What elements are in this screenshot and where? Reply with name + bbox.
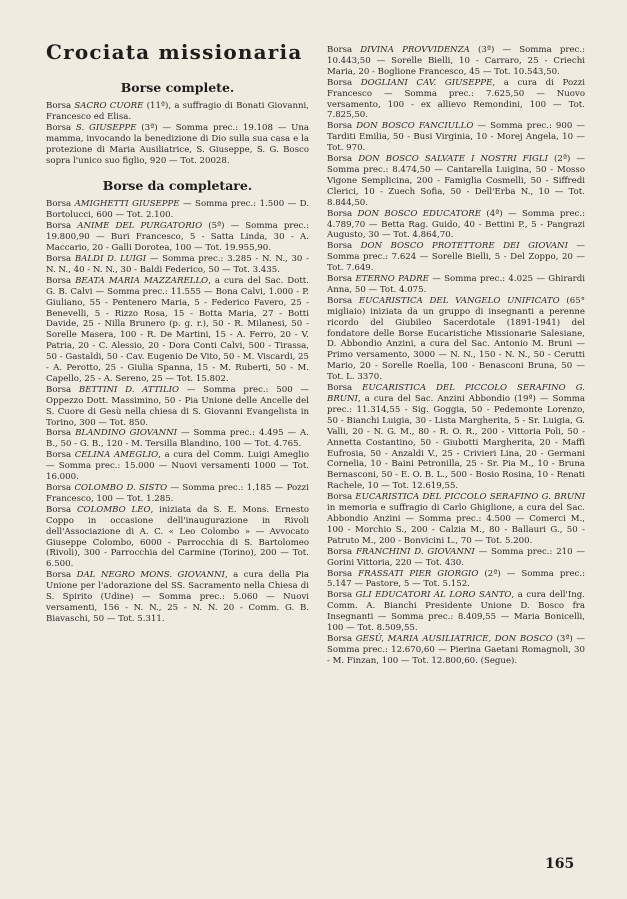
entry-body: , a cura dell'Ing. Comm. A. Bianchi Presidente Unione D. Bosco fra Insegnanti — Somma prec.: 8.409,55 — Maria Bonicelli, 100 — Tot. 8.509,55.	[327, 590, 585, 634]
entry-paragraph	[327, 121, 585, 154]
entry-prefix: Borsa	[327, 208, 358, 219]
left-column	[46, 40, 309, 625]
entry-name: EUCARISTICA DEL VANGELO UNIFICATO	[358, 295, 560, 306]
entry-paragraph	[327, 45, 585, 78]
entry-name: DON BOSCO SALVATE I NOSTRI FIGLI	[358, 154, 548, 165]
entry-body: — Somma prec.: 7.624 — Sorelle Bielli, 5 - Del Zoppo, 20 — Tot. 7.649.	[327, 241, 585, 274]
entry-prefix: Borsa	[327, 546, 356, 557]
entry-body: (2ª) — Somma prec.: 8.474,50 — Cantarella Luigina, 50 - Mosso Vigone Semplicina, 200 - Famiglia Cosmelli, 50 - Siffredi Clerici, 10 - Zuech Sofia, 50 - Dell'Erba N., 10 — Tot. 8.844,50.	[327, 154, 585, 208]
entry-prefix: Borsa	[46, 101, 75, 111]
entry-body: — Somma prec.: 1.185 — Pozzi Francesco, 100 — Tot. 1.285.	[46, 483, 309, 504]
entry-prefix: Borsa	[327, 295, 359, 306]
entry-paragraph	[46, 483, 309, 505]
entry-name: FRASSATI PIER GIORGIO	[358, 568, 479, 579]
entry-prefix: Borsa	[327, 154, 359, 165]
entry-body: — Somma prec.: 500 — Oppezzo Dott. Massimino, 50 - Pia Unione delle Ancelle del S. Cuore di Gesù nella chiesa di S. Giovanni Evangelista in Torino, 300 — Tot. 850.	[46, 384, 309, 428]
entry-body: , a cura del Sac. Dott. G. B. Calvi — Somma prec.: 11.555 — Bona Calvi, 1.000 - P. Giuliano, 55 - Pentenero Maria, 5 - Federico Favero, 25 - Benevelli, 5 - Rizzo Rosa, 15 - Botta Maria, 27 - Botti Davide, 25 - Nilla Brunero (p. g. r.), 50 - R. Milanesi, 50 - Sorelle Masera, 100 - R. De Martini, 15 - A. Ferro, 20 - V. Patria, 20 - C. Alessio, 20 - Dora Conti Calvi, 500 - Tirassa, 50 - Gastaldi, 50 - Cav. Eugenio De Vito, 50 - M. Viscardi, 25 - A. Perotto, 25 - Giulia Spanna, 15 - M. Ruberti, 50 - M. Capello, 25 - A. Sereno, 25 — Tot. 15.802.	[46, 275, 309, 384]
entry-paragraph	[327, 590, 585, 634]
entry-body: , a cura della Pia Unione per l'adorazione del SS. Sacramento nella Chiesa di S. Spirito (Udine) — Somma prec.: 5.060 — Nuovi versamenti, 156 - N. N., 25 - N. N. 20 - Comm. G. B. Biavaschi, 50 — Tot. 5.311.	[46, 570, 309, 624]
entry-paragraph	[46, 428, 309, 450]
entry-name: CELINA AMEGLIO	[74, 450, 159, 461]
entry-name: AMIGHETTI GIUSEPPE	[74, 199, 180, 210]
entry-prefix: Borsa	[327, 590, 356, 601]
entry-name: FRANCHINI D. GIOVANNI	[355, 546, 475, 557]
entry-prefix: Borsa	[327, 241, 361, 252]
entry-body: (11ª), a suffragio di Bonati Giovanni, Francesco ed Elisa.	[46, 101, 309, 122]
entry-prefix: Borsa	[46, 275, 76, 286]
entry-prefix: Borsa	[46, 504, 77, 515]
incomplete-heading: Borse da completare.	[102, 178, 253, 194]
entry-prefix: Borsa	[327, 383, 363, 394]
entry-body: , a cura del Sac. Anzini Abbondio (19ª) — Somma prec.: 11.314,55 - Sig. Goggia, 50 - Pedemonte Lorenzo, 50 - Bianchi Luigia, 30 - Lista Margherita, 5 - Sr. Luigia, G. Valli, 20 - N. G. M., 80 - R. O. R., 200 - Vittoria Poli, 50 - Annetta Costantino, 50 - Giubotti Margherita, 20 - Maffi Eufrosia, 50 - Anzaldi V., 25 - Crivieri Lina, 20 - Germani Cornelia, 10 - Baini Petronilla, 25 - Sr. Pia M., 10 - Bruna Bernasconi, 50 - E. O. B. L., 500 - Bosio Rosina, 10 - Renati Rachele, 10 — Tot. 12.619,55.	[327, 394, 585, 492]
entry-paragraph	[327, 154, 585, 209]
entry-body: (3ª) — Somma prec.: 10.443,50 — Sorelle Bielli, 10 - Carraro, 25 - Criechi Maria, 20 - Boglione Francesco, 45 — Tot. 10.543,50.	[327, 45, 585, 77]
entry-paragraph	[46, 385, 309, 429]
entry-name: BETTINI D. ATTILIO	[78, 384, 180, 395]
entry-paragraph	[327, 296, 585, 383]
entry-paragraph	[46, 221, 309, 254]
entry-prefix: Borsa	[327, 568, 359, 579]
entry-body: — Somma prec.: 1.500 — D. Bortolucci, 600 — Tot. 2.100.	[46, 199, 309, 221]
entry-body: , a cura di Pozzi Francesco — Somma prec.: 7.625,50 — Nuovo versamento, 100 - ex allievo Remondini, 100 — Tot. 7.825,50.	[327, 77, 585, 121]
entry-body: — Somma prec.: 4.495 — A. B., 50 - G. B., 120 - M. Tersilla Blandino, 100 — Tot. 4.765.	[46, 428, 309, 450]
entry-prefix: Borsa	[46, 199, 75, 210]
entry-paragraph	[327, 241, 585, 274]
entry-body: (5ª) — Somma prec.: 19.800,90 — Buri Francesco, 5 - Satta Linda, 30 - A. Maccario, 20 - Galli Dorotea, 100 — Tot. 19.955,90.	[46, 221, 309, 254]
entry-name: ETERNO PADRE	[355, 274, 429, 285]
entry-prefix: Borsa	[46, 428, 76, 439]
entry-name: EUCARISTICA DEL PICCOLO SERAFINO G. BRUNI	[327, 383, 585, 404]
entry-name: DON BOSCO FANCIULLO	[356, 121, 474, 132]
right-column	[327, 45, 585, 667]
complete-list	[46, 101, 309, 166]
entry-name: DOGLIANI CAV. GIUSEPPE	[360, 77, 493, 88]
entry-paragraph	[327, 209, 585, 242]
entry-paragraph	[327, 569, 585, 591]
entry-body: — Somma prec.: 3.285 - N. N., 30 - N. N., 40 - N. N., 30 - Baldi Federico, 50 — Tot. 3.435.	[46, 253, 309, 275]
entry-paragraph	[46, 505, 309, 570]
entry-body: (2ª) — Somma prec.: 5.147 — Pastore, 5 — Tot. 5.152.	[327, 568, 585, 590]
entry-paragraph	[46, 101, 309, 123]
entry-name: GLI EDUCATORI AL LORO SANTO	[355, 590, 512, 601]
left-entry-list	[46, 199, 309, 624]
entry-paragraph	[46, 254, 309, 276]
entry-paragraph	[327, 78, 585, 122]
entry-body: in memoria e suffragio di Carlo Ghiglione, a cura del Sac. Abbondio Anzini — Somma prec.: 4.500 — Comerci M., 100 - Morchio S., 200 - Calzia M., 80 - Ballauri G., 50 - Patruto M., 200 - Bonvicini L., 70 — Tot. 5.200.	[327, 503, 585, 546]
entry-name: ANIME DEL PURGATORIO	[77, 221, 203, 232]
entry-paragraph	[46, 570, 309, 625]
entry-name: EUCARISTICA DEL PICCOLO SERAFINO G. BRUNI	[355, 492, 585, 503]
entry-paragraph	[327, 547, 585, 569]
entry-name: SACRO CUORE	[74, 101, 144, 111]
entry-body: (4ª) — Somma prec.: 4.789,70 — Betta Rag. Guido, 40 - Bettini P., 5 - Pangrazi Augusto, 30 — Tot. 4.864,70.	[327, 208, 585, 241]
page-number: 165	[545, 856, 575, 872]
entry-paragraph	[327, 492, 585, 547]
entry-prefix: Borsa	[327, 121, 357, 132]
entry-name: DON BOSCO PROTETTORE DEI GIOVANI	[360, 241, 568, 252]
entry-name: S. GIUSEPPE	[75, 122, 137, 133]
entry-name: DON BOSCO EDUCATORE	[357, 208, 481, 219]
entry-prefix: Borsa	[327, 633, 356, 644]
entry-paragraph	[327, 634, 585, 667]
entry-body: (65° migliaio) iniziata da un gruppo di insegnanti a perenne ricordo del Giubileo Sacerdotale (1891-1941) del fondatore delle Borse Eucaristiche Missionarie Salesiane, D. Abbondio Anzini, a cura del Sac. Antonio M. Bruni — Primo versamento, 3000 — N. N., 150 - N. N., 50 - Cerutti Mario, 20 - Sorelle Roella, 100 - Benasconi Bruna, 50 — Tot. L. 3370.	[327, 295, 585, 383]
entry-name: GESÙ, MARIA AUSILIATRICE, DON BOSCO	[355, 633, 553, 644]
entry-body: (3ª) — Somma prec.: 19.108 — Una mamma, invocando la benedizione di Dio sulla sua casa e la protezione di Maria Ausiliatrice, S. Giuseppe, S. G. Bosco sopra l'unico suo figlio, 920 — Tot. 20028.	[46, 122, 309, 166]
entry-prefix: Borsa	[46, 253, 75, 264]
entry-body: (3ª) — Somma prec.: 12.670,60 — Pierina Gaetani Romagnoli, 30 - M. Finzan, 100 — Tot. 12.800,60. (Segue).	[327, 633, 585, 666]
right-entry-list	[327, 45, 585, 667]
entry-body: — Somma prec.: 900 — Tarditi Emilia, 50 - Busi Virginia, 10 - Morej Angela, 10 — Tot. 970.	[327, 121, 585, 154]
entry-prefix: Borsa	[46, 221, 78, 232]
entry-prefix: Borsa	[327, 77, 361, 88]
entry-name: COLOMBO LEO	[76, 504, 151, 515]
entry-paragraph	[46, 123, 309, 167]
entry-name: COLOMBO D. SISTO	[74, 483, 168, 493]
page-title: Crociata missionaria	[46, 40, 303, 64]
entry-paragraph	[46, 199, 309, 221]
entry-paragraph	[327, 383, 585, 492]
entry-prefix: Borsa	[46, 570, 77, 581]
entry-name: DIVINA PROVVIDENZA	[360, 45, 470, 55]
entry-name: BEATA MARIA MAZZARELLO	[75, 275, 209, 286]
entry-prefix: Borsa	[46, 450, 75, 461]
entry-prefix: Borsa	[327, 492, 356, 503]
entry-name: BALDI D. LUIGI	[74, 253, 147, 264]
entry-prefix: Borsa	[327, 274, 356, 285]
entry-body: , iniziata da S. E. Mons. Ernesto Coppo in occasione dell'inaugurazione in Rivoli dell'Associazione di A. C. « Leo Colombo » — Avvocato Giuseppe Colombo, 6000 - Parrocchia di S. Bartolomeo (Rivoli), 300 - Parrocchia del Carmine (Torino), 200 — Tot. 6.500.	[46, 504, 310, 570]
entry-name: BLANDINO GIOVANNI	[75, 428, 178, 439]
entry-paragraph	[46, 276, 309, 385]
entry-body: — Somma prec.: 210 — Gorini Vittoria, 220 — Tot. 430.	[327, 546, 586, 568]
complete-heading: Borse complete.	[120, 80, 235, 95]
entry-name: DAL NEGRO MONS. GIOVANNI	[76, 570, 225, 581]
entry-prefix: Borsa	[46, 122, 76, 133]
entry-prefix: Borsa	[46, 384, 79, 395]
entry-paragraph	[327, 274, 585, 296]
entry-prefix: Borsa	[46, 483, 75, 493]
entry-prefix: Borsa	[327, 45, 361, 55]
entry-body: — Somma prec.: 4.025 — Ghirardi Anna, 50 — Tot. 4.075.	[327, 274, 585, 295]
entry-paragraph	[46, 450, 309, 483]
entry-body: , a cura del Comm. Luigi Ameglio — Somma prec.: 15.000 — Nuovi versamenti 1000 — Tot. 16.000.	[46, 450, 309, 483]
